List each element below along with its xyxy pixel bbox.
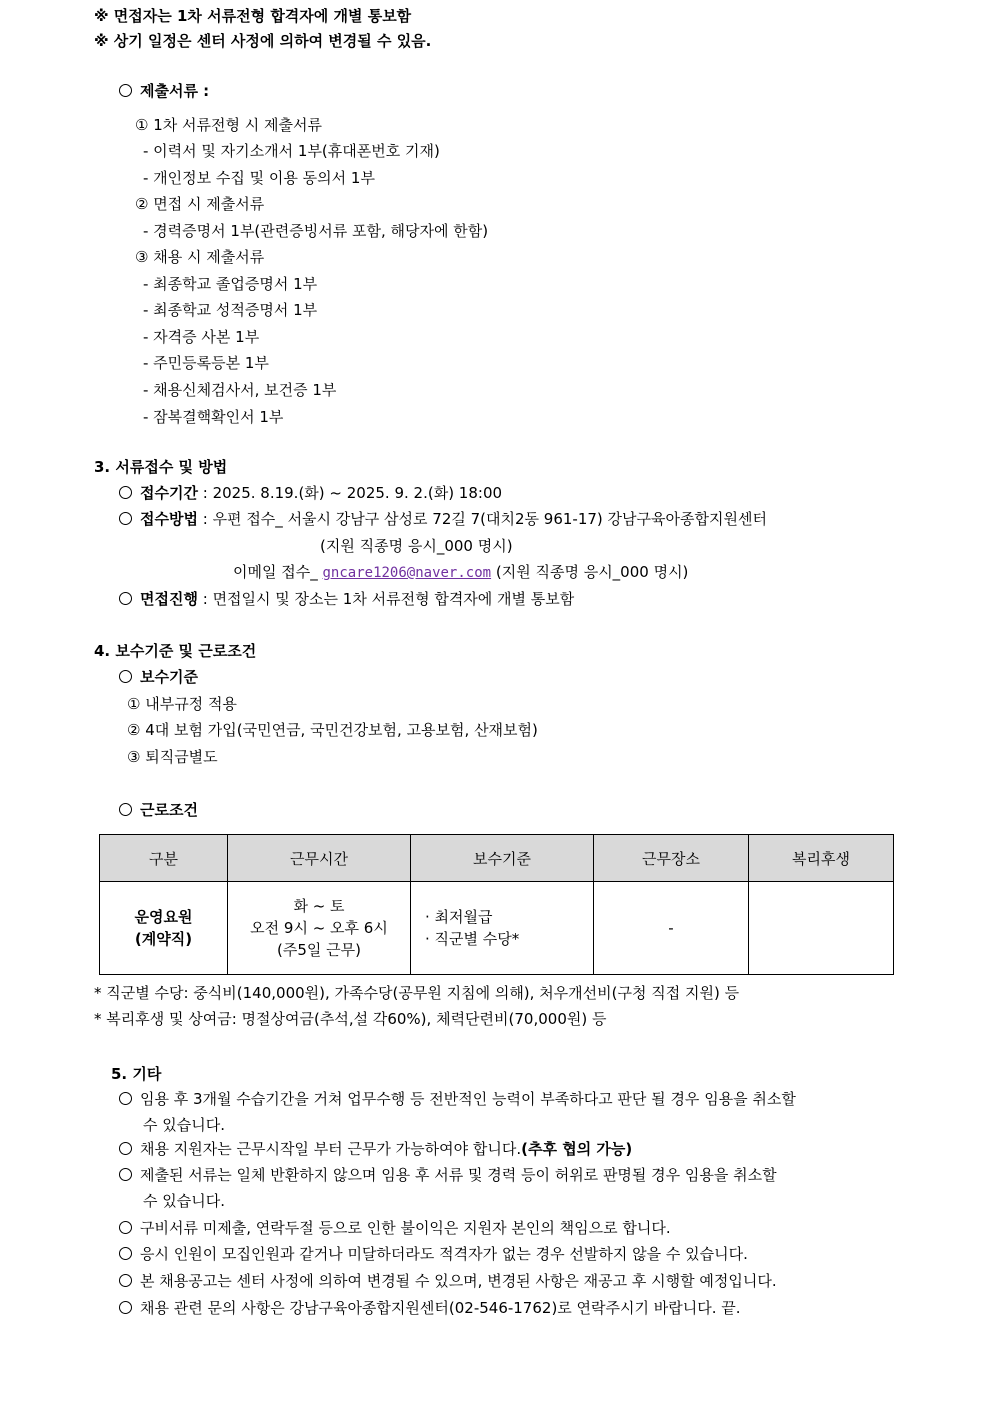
circle-bullet-icon	[119, 592, 132, 605]
circle-bullet-icon	[119, 1142, 132, 1155]
docs-item: - 경력증명서 1부(관련증빙서류 포함, 해당자에 한함)	[143, 222, 489, 240]
cell-pay: · 최저월급 · 직군별 수당*	[411, 882, 594, 975]
docs-heading: 제출서류 :	[119, 80, 209, 102]
email-prefix: 이메일 접수_	[233, 563, 318, 581]
table-header: 복리후생	[749, 835, 894, 882]
list-item: 응시 인원이 모집인원과 같거나 미달하더라도 적격자가 없는 경우 선발하지 않을 수 있습니다.	[119, 1243, 748, 1265]
footnote: * 복리후생 및 상여금: 명절상여금(추석,설 각60%), 체력단련비(70,000원) 등	[94, 1010, 607, 1028]
docs-item: - 최종학교 졸업증명서 1부	[143, 275, 318, 293]
pay-item: ② 4대 보험 가입(국민연금, 국민건강보험, 고용보험, 산재보험)	[127, 721, 538, 739]
cell-work-hours: 화 ~ 토 오전 9시 ~ 오후 6시 (주5일 근무)	[228, 882, 411, 975]
circle-bullet-icon	[119, 1274, 132, 1287]
docs-item: - 최종학교 성적증명서 1부	[143, 301, 318, 319]
email-suffix: (지원 직종명 응시_000 명시)	[495, 563, 689, 581]
docs-item: - 채용신체검사서, 보건증 1부	[143, 381, 337, 399]
note-schedule-change: ※ 상기 일정은 센터 사정에 의하여 변경될 수 있음.	[94, 32, 432, 50]
email-link[interactable]: gncare1206@naver.com	[322, 565, 492, 581]
condition-heading: 근로조건	[119, 799, 198, 821]
section5-heading: 5. 기타	[111, 1065, 162, 1083]
period-row	[119, 482, 502, 504]
circle-bullet-icon	[119, 1247, 132, 1260]
docs-item: - 개인정보 수집 및 이용 동의서 1부	[143, 169, 375, 187]
circle-bullet-icon	[119, 1221, 132, 1234]
docs-group-title: ③ 채용 시 제출서류	[135, 248, 265, 266]
section4-heading: 4. 보수기준 및 근로조건	[94, 642, 257, 660]
docs-item: - 잠복결핵확인서 1부	[143, 408, 284, 426]
cell-place: -	[594, 882, 749, 975]
circle-bullet-icon	[119, 803, 132, 816]
docs-item: - 이력서 및 자기소개서 1부(휴대폰번호 기재)	[143, 142, 440, 160]
list-item: 임용 후 3개월 수습기간을 거쳐 업무수행 등 전반적인 능력이 부족하다고 판단 될 경우 임용을 취소할	[119, 1088, 796, 1110]
circle-bullet-icon	[119, 486, 132, 499]
list-item: 구비서류 미제출, 연락두절 등으로 인한 불이익은 지원자 본인의 책임으로 합니다.	[119, 1217, 671, 1239]
method-note: (지원 직종명 응시_000 명시)	[320, 537, 513, 555]
section3-heading: 3. 서류접수 및 방법	[94, 458, 228, 476]
table-header: 보수기준	[411, 835, 594, 882]
circle-bullet-icon	[119, 1092, 132, 1105]
docs-item: - 주민등록등본 1부	[143, 354, 269, 372]
table-header: 구분	[100, 835, 228, 882]
note-interview-notice: ※ 면접자는 1차 서류전형 합격자에 개별 통보함	[94, 7, 412, 25]
interview-value: : 면접일시 및 장소는 1차 서류전형 합격자에 개별 통보함	[202, 590, 575, 608]
list-item: 채용 지원자는 근무시작일 부터 근무가 가능하여야 합니다.(추후 협의 가능)	[119, 1138, 632, 1160]
pay-heading: 보수기준	[119, 666, 198, 688]
interview-label: 면접진행	[140, 590, 198, 608]
method-label: 접수방법	[140, 510, 198, 528]
list-item-continuation: 수 있습니다.	[143, 1192, 225, 1210]
table-header: 근무장소	[594, 835, 749, 882]
circle-bullet-icon	[119, 84, 132, 97]
method-value: : 우편 접수_ 서울시 강남구 삼성로 72길 7(대치2동 961-17) 강남구육아종합지원센터	[202, 510, 767, 528]
pay-item: ③ 퇴직금별도	[127, 748, 218, 766]
circle-bullet-icon	[119, 1168, 132, 1181]
method-row	[119, 508, 767, 530]
table-header-row	[100, 835, 894, 882]
docs-item: - 자격증 사본 1부	[143, 328, 260, 346]
list-item: 제출된 서류는 일체 반환하지 않으며 임용 후 서류 및 경력 등이 허위로 판명될 경우 임용을 취소할	[119, 1164, 777, 1186]
footnote: * 직군별 수당: 중식비(140,000원), 가족수당(공무원 지침에 의해), 처우개선비(구청 직접 지원) 등	[94, 984, 740, 1002]
circle-bullet-icon	[119, 670, 132, 683]
list-item: 본 채용공고는 센터 사정에 의하여 변경될 수 있으며, 변경된 사항은 재공고 후 시행할 예정입니다.	[119, 1270, 777, 1292]
period-label: 접수기간	[140, 484, 198, 502]
table-row	[100, 882, 894, 975]
table-header: 근무시간	[228, 835, 411, 882]
circle-bullet-icon	[119, 1301, 132, 1314]
list-item-continuation: 수 있습니다.	[143, 1116, 225, 1134]
docs-group-title: ① 1차 서류전형 시 제출서류	[135, 116, 322, 134]
interview-row	[119, 588, 574, 610]
period-value: : 2025. 8.19.(화) ~ 2025. 9. 2.(화) 18:00	[202, 484, 503, 502]
email-row	[233, 561, 688, 584]
circle-bullet-icon	[119, 512, 132, 525]
cell-job-type: 운영요원 (계약직)	[100, 882, 228, 975]
docs-group-title: ② 면접 시 제출서류	[135, 195, 265, 213]
cell-welfare	[749, 882, 894, 975]
pay-item: ① 내부규정 적용	[127, 695, 237, 713]
work-conditions-table	[99, 834, 894, 975]
list-item: 채용 관련 문의 사항은 강남구육아종합지원센터(02-546-1762)로 연락주시기 바랍니다. 끝.	[119, 1297, 741, 1319]
